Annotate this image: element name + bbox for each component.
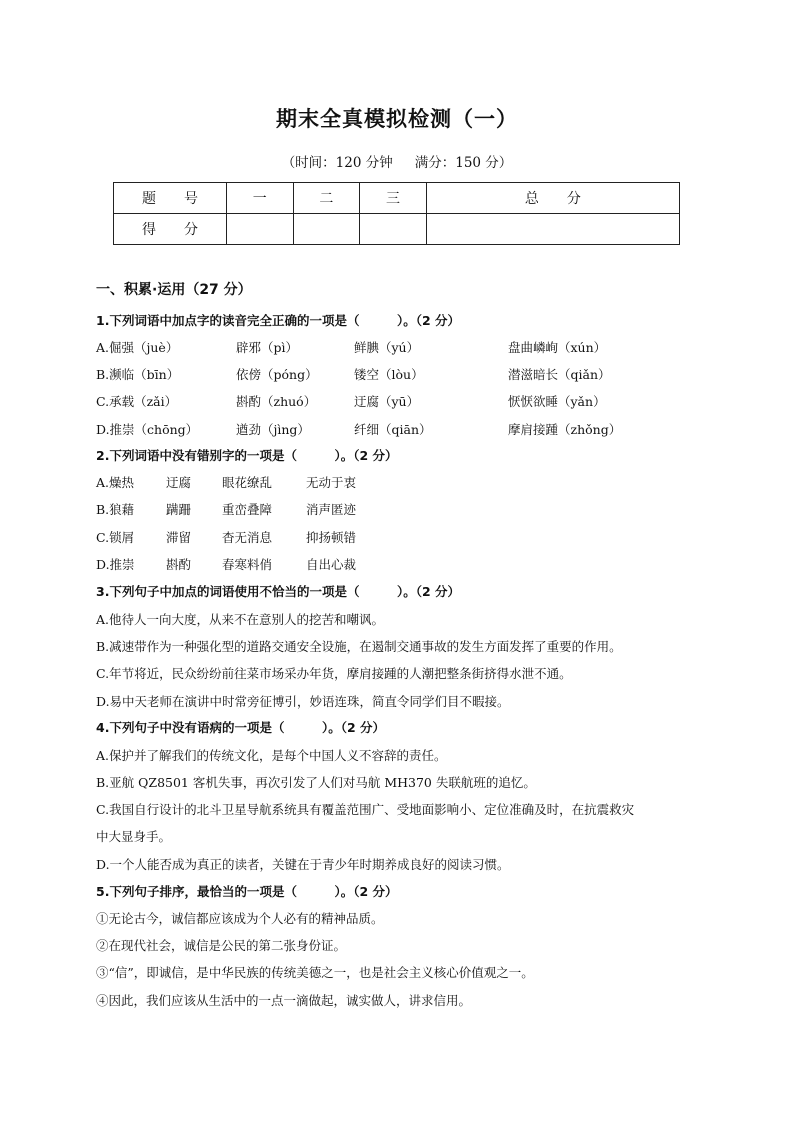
q4-option-a: A.保护并了解我们的传统文化，是每个中国人义不容辞的责任。 <box>96 748 447 763</box>
q1-option: 鲜腆（yú） <box>354 340 420 355</box>
q2-option: 春寒料俏 <box>222 557 273 572</box>
q1-option: C.承载（zǎi） <box>96 394 178 409</box>
header-cell-label: 题 号 <box>114 183 227 214</box>
page-title: 期末全真模拟检测（一） <box>276 107 518 131</box>
q2-option: B.狼藉 <box>96 502 135 517</box>
q1-option: 斟酌（zhuó） <box>236 394 317 409</box>
q3-option-b: B.减速带作为一种强化型的道路交通安全设施，在遏制交通事故的发生方面发挥了重要的作用。 <box>96 639 622 654</box>
score-table <box>113 182 680 245</box>
exam-score: 满分：150 分） <box>414 155 513 171</box>
q2-option: 斟酌 <box>166 557 192 572</box>
question-2-stem: 2.下列词语中没有错别字的一项是（ ）。（2 分） <box>96 448 398 463</box>
q4-option-d: D.一个人能否成为真正的读者，关键在于青少年时期养成良好的阅读习惯。 <box>96 857 510 872</box>
q4-option-c-continued: 中大显身手。 <box>96 829 172 844</box>
score-cell-2[interactable] <box>293 214 360 245</box>
q1-option: 摩肩接踵（zhǒng） <box>508 422 622 437</box>
q2-option: 无动于衷 <box>306 475 357 490</box>
q2-option: 消声匿迹 <box>306 502 357 517</box>
header-cell-total: 总 分 <box>426 183 679 214</box>
q2-option: 自出心裁 <box>306 557 357 572</box>
q5-sentence-1: ①无论古今，诚信都应该成为个人必有的精神品质。 <box>96 911 384 926</box>
question-3-stem: 3.下列句子中加点的词语使用不恰当的一项是（ ）。（2 分） <box>96 584 460 599</box>
q2-option: 迂腐 <box>166 475 192 490</box>
q3-option-d: D.易中天老师在演讲中时常旁征博引，妙语连珠，简直令同学们目不暇接。 <box>96 694 510 709</box>
q5-sentence-2: ②在现代社会，诚信是公民的第二张身份证。 <box>96 938 347 953</box>
q2-option: A.燥热 <box>96 475 135 490</box>
exam-info <box>0 151 794 171</box>
q2-option: 眼花缭乱 <box>222 475 273 490</box>
score-table-score-row <box>114 214 680 245</box>
q2-option: 杳无消息 <box>222 530 273 545</box>
q2-option: 抑扬顿错 <box>306 530 357 545</box>
q5-sentence-4: ④因此，我们应该从生活中的一点一滴做起，诚实做人，讲求信用。 <box>96 993 472 1008</box>
header-cell-1: 一 <box>227 183 294 214</box>
q4-option-c: C.我国自行设计的北斗卫星导航系统具有覆盖范围广、受地面影响小、定位准确及时，在抗震救灾 <box>96 802 635 817</box>
score-cell-total[interactable] <box>426 214 679 245</box>
q2-option: 蹒跚 <box>166 502 192 517</box>
score-cell-1[interactable] <box>227 214 294 245</box>
q1-option: 潜滋暗长（qiǎn） <box>508 367 611 382</box>
q1-option: 辟邪（pì） <box>236 340 298 355</box>
q1-option: D.推崇（chōng） <box>96 422 199 437</box>
question-1-stem: 1.下列词语中加点字的读音完全正确的一项是（ ）。（2 分） <box>96 313 460 328</box>
q4-option-b: B.亚航 QZ8501 客机失事，再次引发了人们对马航 MH370 失联航班的追忆。 <box>96 775 536 790</box>
header-cell-3: 三 <box>360 183 427 214</box>
score-cell-3[interactable] <box>360 214 427 245</box>
q1-option: 盘曲嶙峋（xún） <box>508 340 607 355</box>
q1-option: 纤细（qiān） <box>354 422 432 437</box>
q2-option: 重峦叠障 <box>222 502 273 517</box>
q1-option: 镂空（lòu） <box>354 367 424 382</box>
q2-option: D.推崇 <box>96 557 135 572</box>
question-5-stem: 5.下列句子排序，最恰当的一项是（ ）。（2 分） <box>96 884 398 899</box>
q1-option: 遒劲（jìng） <box>236 422 310 437</box>
q3-option-c: C.年节将近，民众纷纷前往菜市场采办年货，摩肩接踵的人潮把整条街挤得水泄不通。 <box>96 666 572 681</box>
q3-option-a: A.他待人一向大度，从来不在意别人的挖苦和嘲讽。 <box>96 612 385 627</box>
q2-option: C.锁屑 <box>96 530 135 545</box>
q1-option: 迂腐（yū） <box>354 394 420 409</box>
q1-option: 恹恹欲睡（yǎn） <box>508 394 606 409</box>
q1-option: 依傍（póng） <box>236 367 318 382</box>
q5-sentence-3: ③“信”，即诚信，是中华民族的传统美德之一，也是社会主义核心价值观之一。 <box>96 965 534 980</box>
question-4-stem: 4.下列句子中没有语病的一项是（ ）。（2 分） <box>96 720 385 735</box>
score-table-header-row <box>114 183 680 214</box>
q1-option: A.倔强（juè） <box>96 340 179 355</box>
q2-option: 滞留 <box>166 530 192 545</box>
header-cell-2: 二 <box>293 183 360 214</box>
q1-option: B.濒临（bīn） <box>96 367 180 382</box>
score-row-label: 得 分 <box>114 214 227 245</box>
section-heading: 一、积累·运用（27 分） <box>96 282 252 298</box>
exam-time: （时间：120 分钟 <box>281 155 393 171</box>
